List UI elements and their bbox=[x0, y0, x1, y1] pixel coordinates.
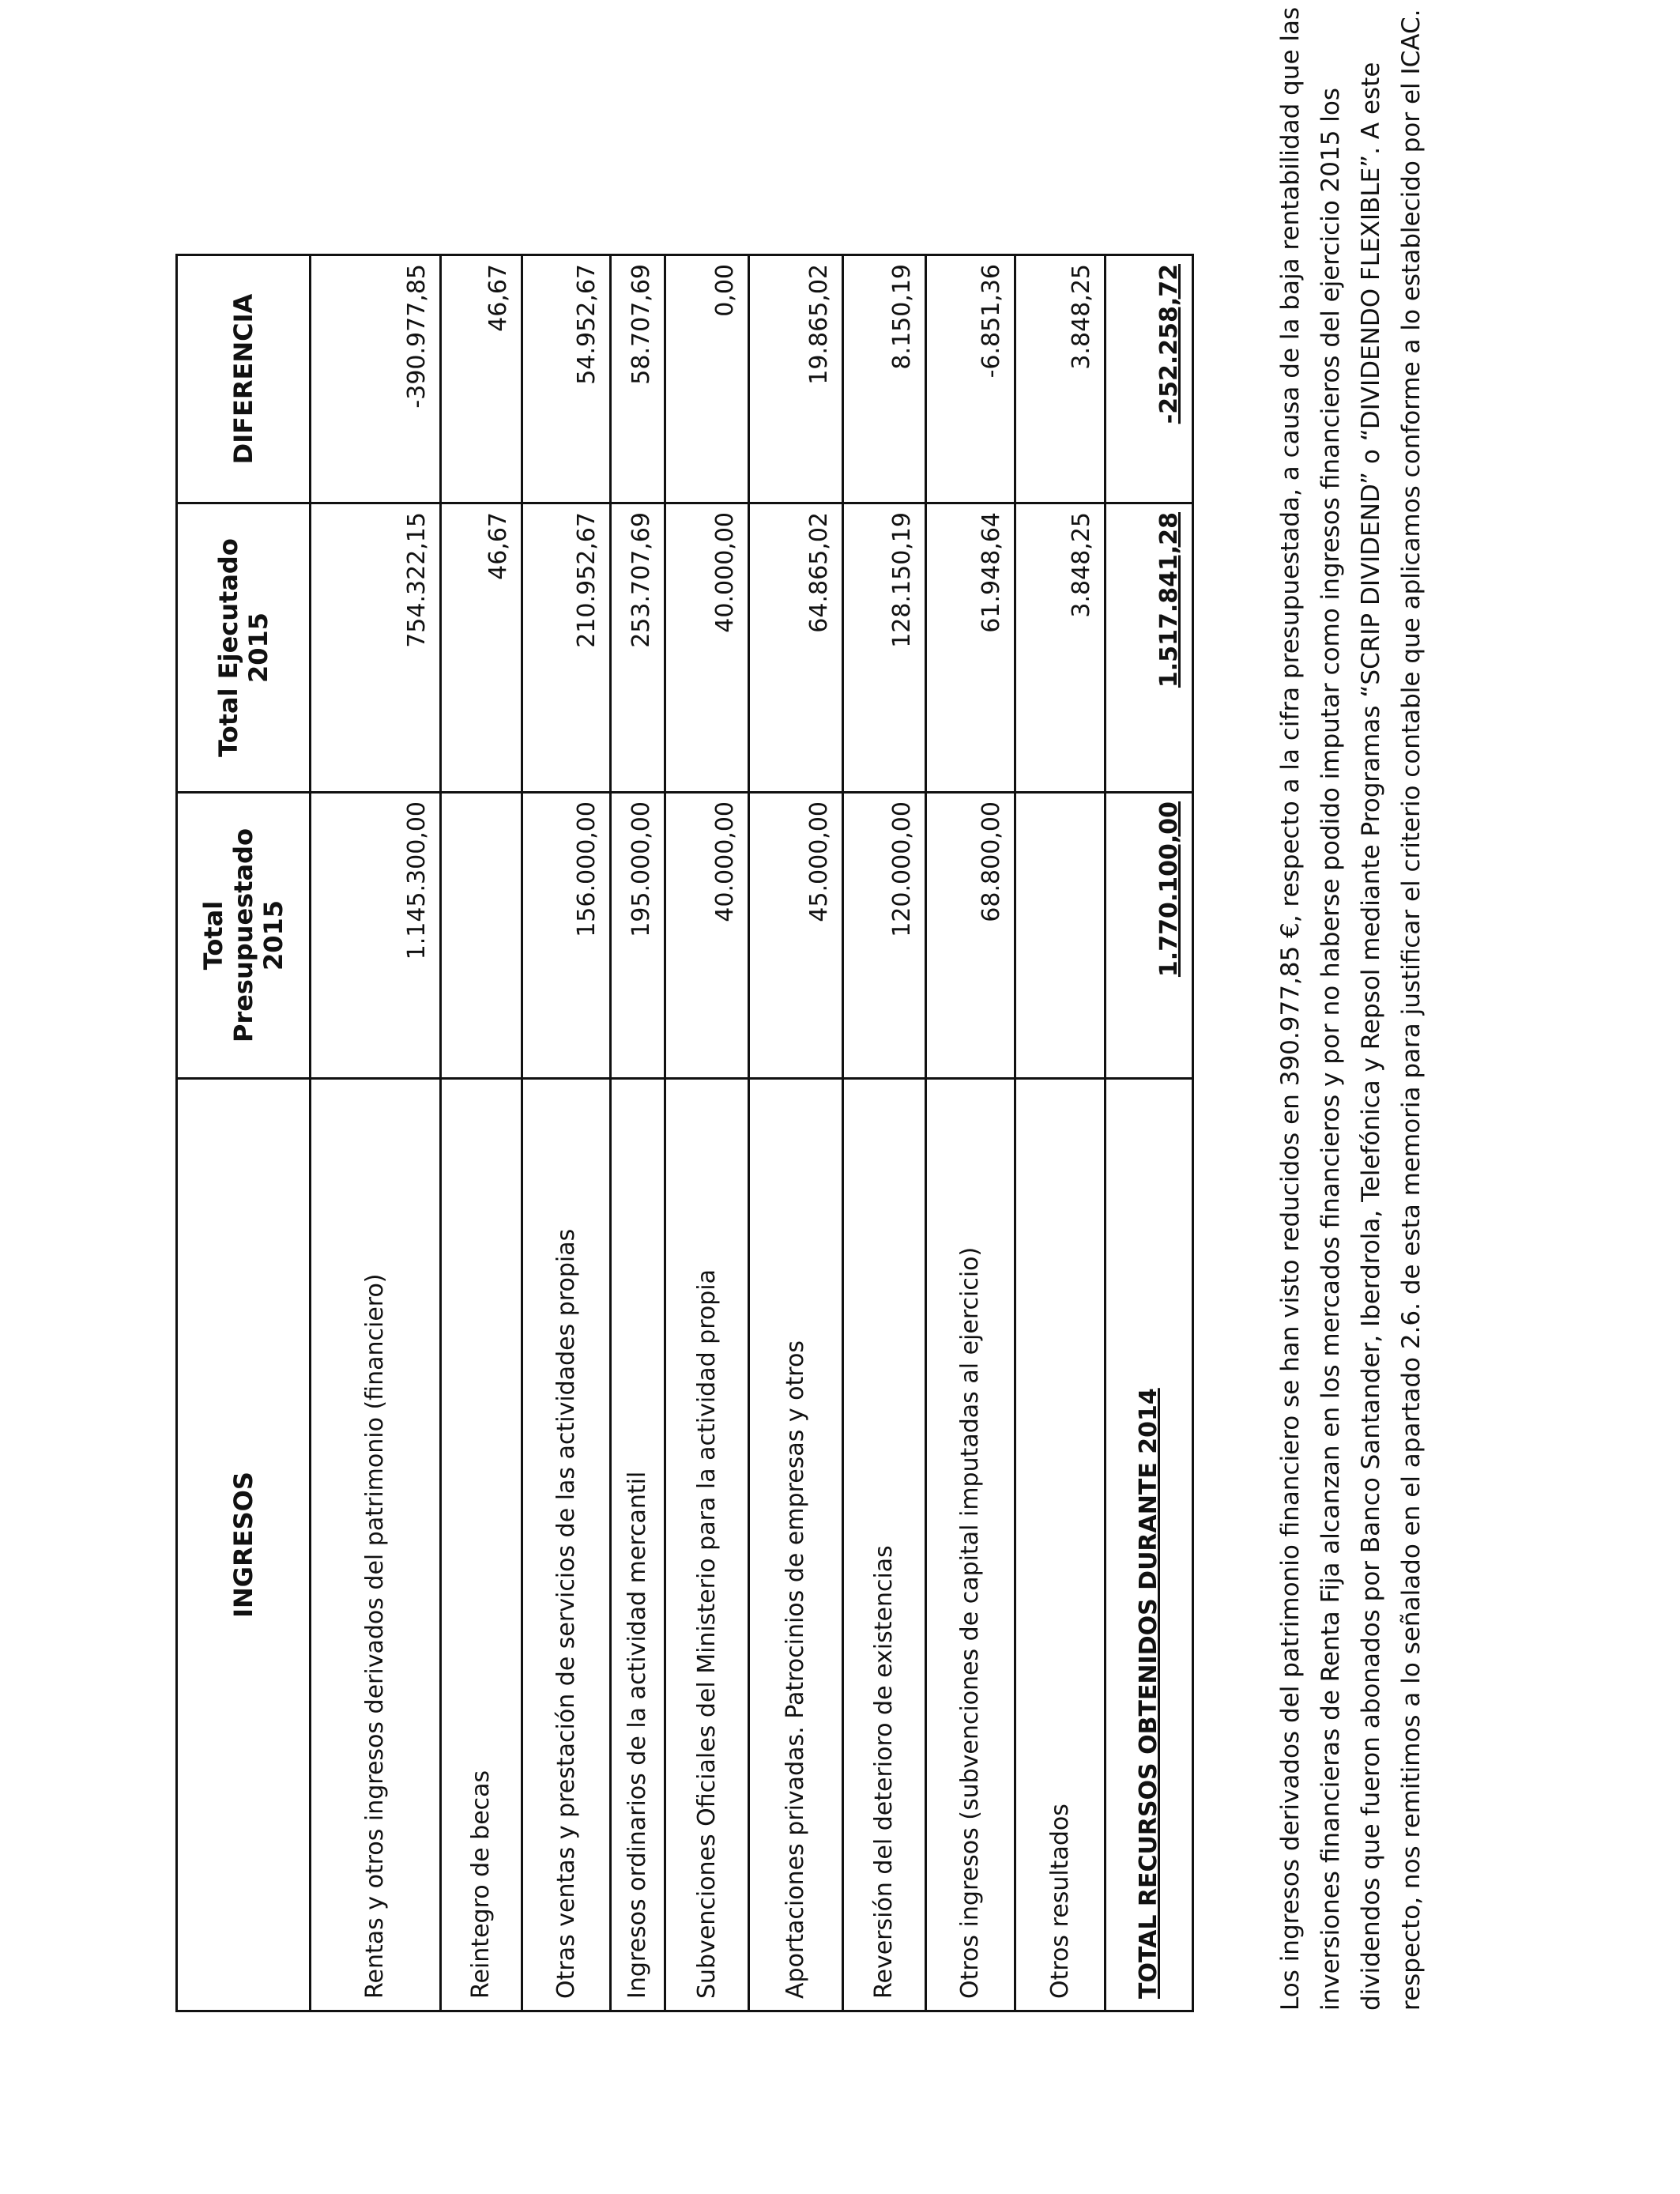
row-presupuestado: 195.000,00 bbox=[611, 793, 665, 1079]
table-row bbox=[749, 255, 843, 2011]
row-ejecutado: 64.865,02 bbox=[749, 503, 843, 793]
row-diferencia: -6.851,36 bbox=[926, 255, 1015, 503]
row-diferencia: 58.707,69 bbox=[611, 255, 665, 503]
row-label: Otros resultados bbox=[1015, 1079, 1106, 2011]
row-ejecutado: 46,67 bbox=[441, 503, 522, 793]
row-label: Subvenciones Oficiales del Ministerio para la actividad propia bbox=[665, 1079, 749, 2011]
row-label: Aportaciones privadas. Patrocinios de empresas y otros bbox=[749, 1079, 843, 2011]
row-diferencia: 0,00 bbox=[665, 255, 749, 503]
total-ejecutado: 1.517.841,28 bbox=[1106, 503, 1193, 793]
row-presupuestado: 1.145.300,00 bbox=[311, 793, 441, 1079]
header-ingresos: INGRESOS bbox=[177, 1079, 311, 2011]
row-label: Rentas y otros ingresos derivados del patrimonio (financiero) bbox=[311, 1079, 441, 2011]
row-ejecutado: 3.848,25 bbox=[1015, 503, 1106, 793]
row-diferencia: 3.848,25 bbox=[1015, 255, 1106, 503]
explanatory-note bbox=[1271, 3, 1432, 2011]
row-diferencia: -390.977,85 bbox=[311, 255, 441, 503]
row-ejecutado: 61.948,64 bbox=[926, 503, 1015, 793]
total-presupuestado: 1.770.100,00 bbox=[1106, 793, 1193, 1079]
table-row bbox=[441, 255, 522, 2011]
table-row bbox=[311, 255, 441, 2011]
row-presupuestado bbox=[441, 793, 522, 1079]
total-row bbox=[1106, 255, 1193, 2011]
header-presupuestado: Total Presupuestado 2015 bbox=[177, 793, 311, 1079]
row-ejecutado: 210.952,67 bbox=[522, 503, 611, 793]
table-row bbox=[1015, 255, 1106, 2011]
table-row bbox=[843, 255, 926, 2011]
row-diferencia: 8.150,19 bbox=[843, 255, 926, 503]
header-diferencia: DIFERENCIA bbox=[177, 255, 311, 503]
row-presupuestado: 45.000,00 bbox=[749, 793, 843, 1079]
row-diferencia: 54.952,67 bbox=[522, 255, 611, 503]
table-row bbox=[665, 255, 749, 2011]
row-label: Otras ventas y prestación de servicios de las actividades propias bbox=[522, 1079, 611, 2011]
table-row bbox=[611, 255, 665, 2011]
table-container bbox=[175, 254, 1194, 2012]
row-presupuestado bbox=[1015, 793, 1106, 1079]
row-label: Reintegro de becas bbox=[441, 1079, 522, 2011]
table-row bbox=[926, 255, 1015, 2011]
ingresos-table bbox=[175, 254, 1194, 2012]
table-row bbox=[522, 255, 611, 2011]
row-ejecutado: 128.150,19 bbox=[843, 503, 926, 793]
note-paragraph: Los ingresos derivados del patrimonio financiero se han visto reducidos en 390.977,85 €, respecto a la cifra presupuestada, a causa de la baja rentabilidad que las inversiones financieras de Renta Fija alcanzan en los mercados financieros y por no haberse podido imputar como ingresos financieros del ejercicio 2015 los dividendos que fueron abonados por Banco Santander, Iberdrola, Telefónica y Repsol mediante Programas “SCRIP DIVIDEND” o “DIVIDENDO FLEXIBLE”. A este respecto, nos remitimos a lo señalado en el apartado 2.6. de esta memoria para justificar el criterio contable que aplicamos conforme a lo establecido por el ICAC. bbox=[1276, 6, 1426, 2011]
row-label: Ingresos ordinarios de la actividad mercantil bbox=[611, 1079, 665, 2011]
row-presupuestado: 156.000,00 bbox=[522, 793, 611, 1079]
row-diferencia: 19.865,02 bbox=[749, 255, 843, 503]
header-ejecutado: Total Ejecutado 2015 bbox=[177, 503, 311, 793]
row-presupuestado: 120.000,00 bbox=[843, 793, 926, 1079]
row-ejecutado: 253.707,69 bbox=[611, 503, 665, 793]
row-label: Otros ingresos (subvenciones de capital imputadas al ejercicio) bbox=[926, 1079, 1015, 2011]
total-label: TOTAL RECURSOS OBTENIDOS DURANTE 2014 bbox=[1106, 1079, 1193, 2011]
row-ejecutado: 754.322,15 bbox=[311, 503, 441, 793]
row-presupuestado: 68.800,00 bbox=[926, 793, 1015, 1079]
row-presupuestado: 40.000,00 bbox=[665, 793, 749, 1079]
row-ejecutado: 40.000,00 bbox=[665, 503, 749, 793]
total-diferencia: -252.258,72 bbox=[1106, 255, 1193, 503]
row-diferencia: 46,67 bbox=[441, 255, 522, 503]
row-label: Reversión del deterioro de existencias bbox=[843, 1079, 926, 2011]
header-row bbox=[177, 255, 311, 2011]
